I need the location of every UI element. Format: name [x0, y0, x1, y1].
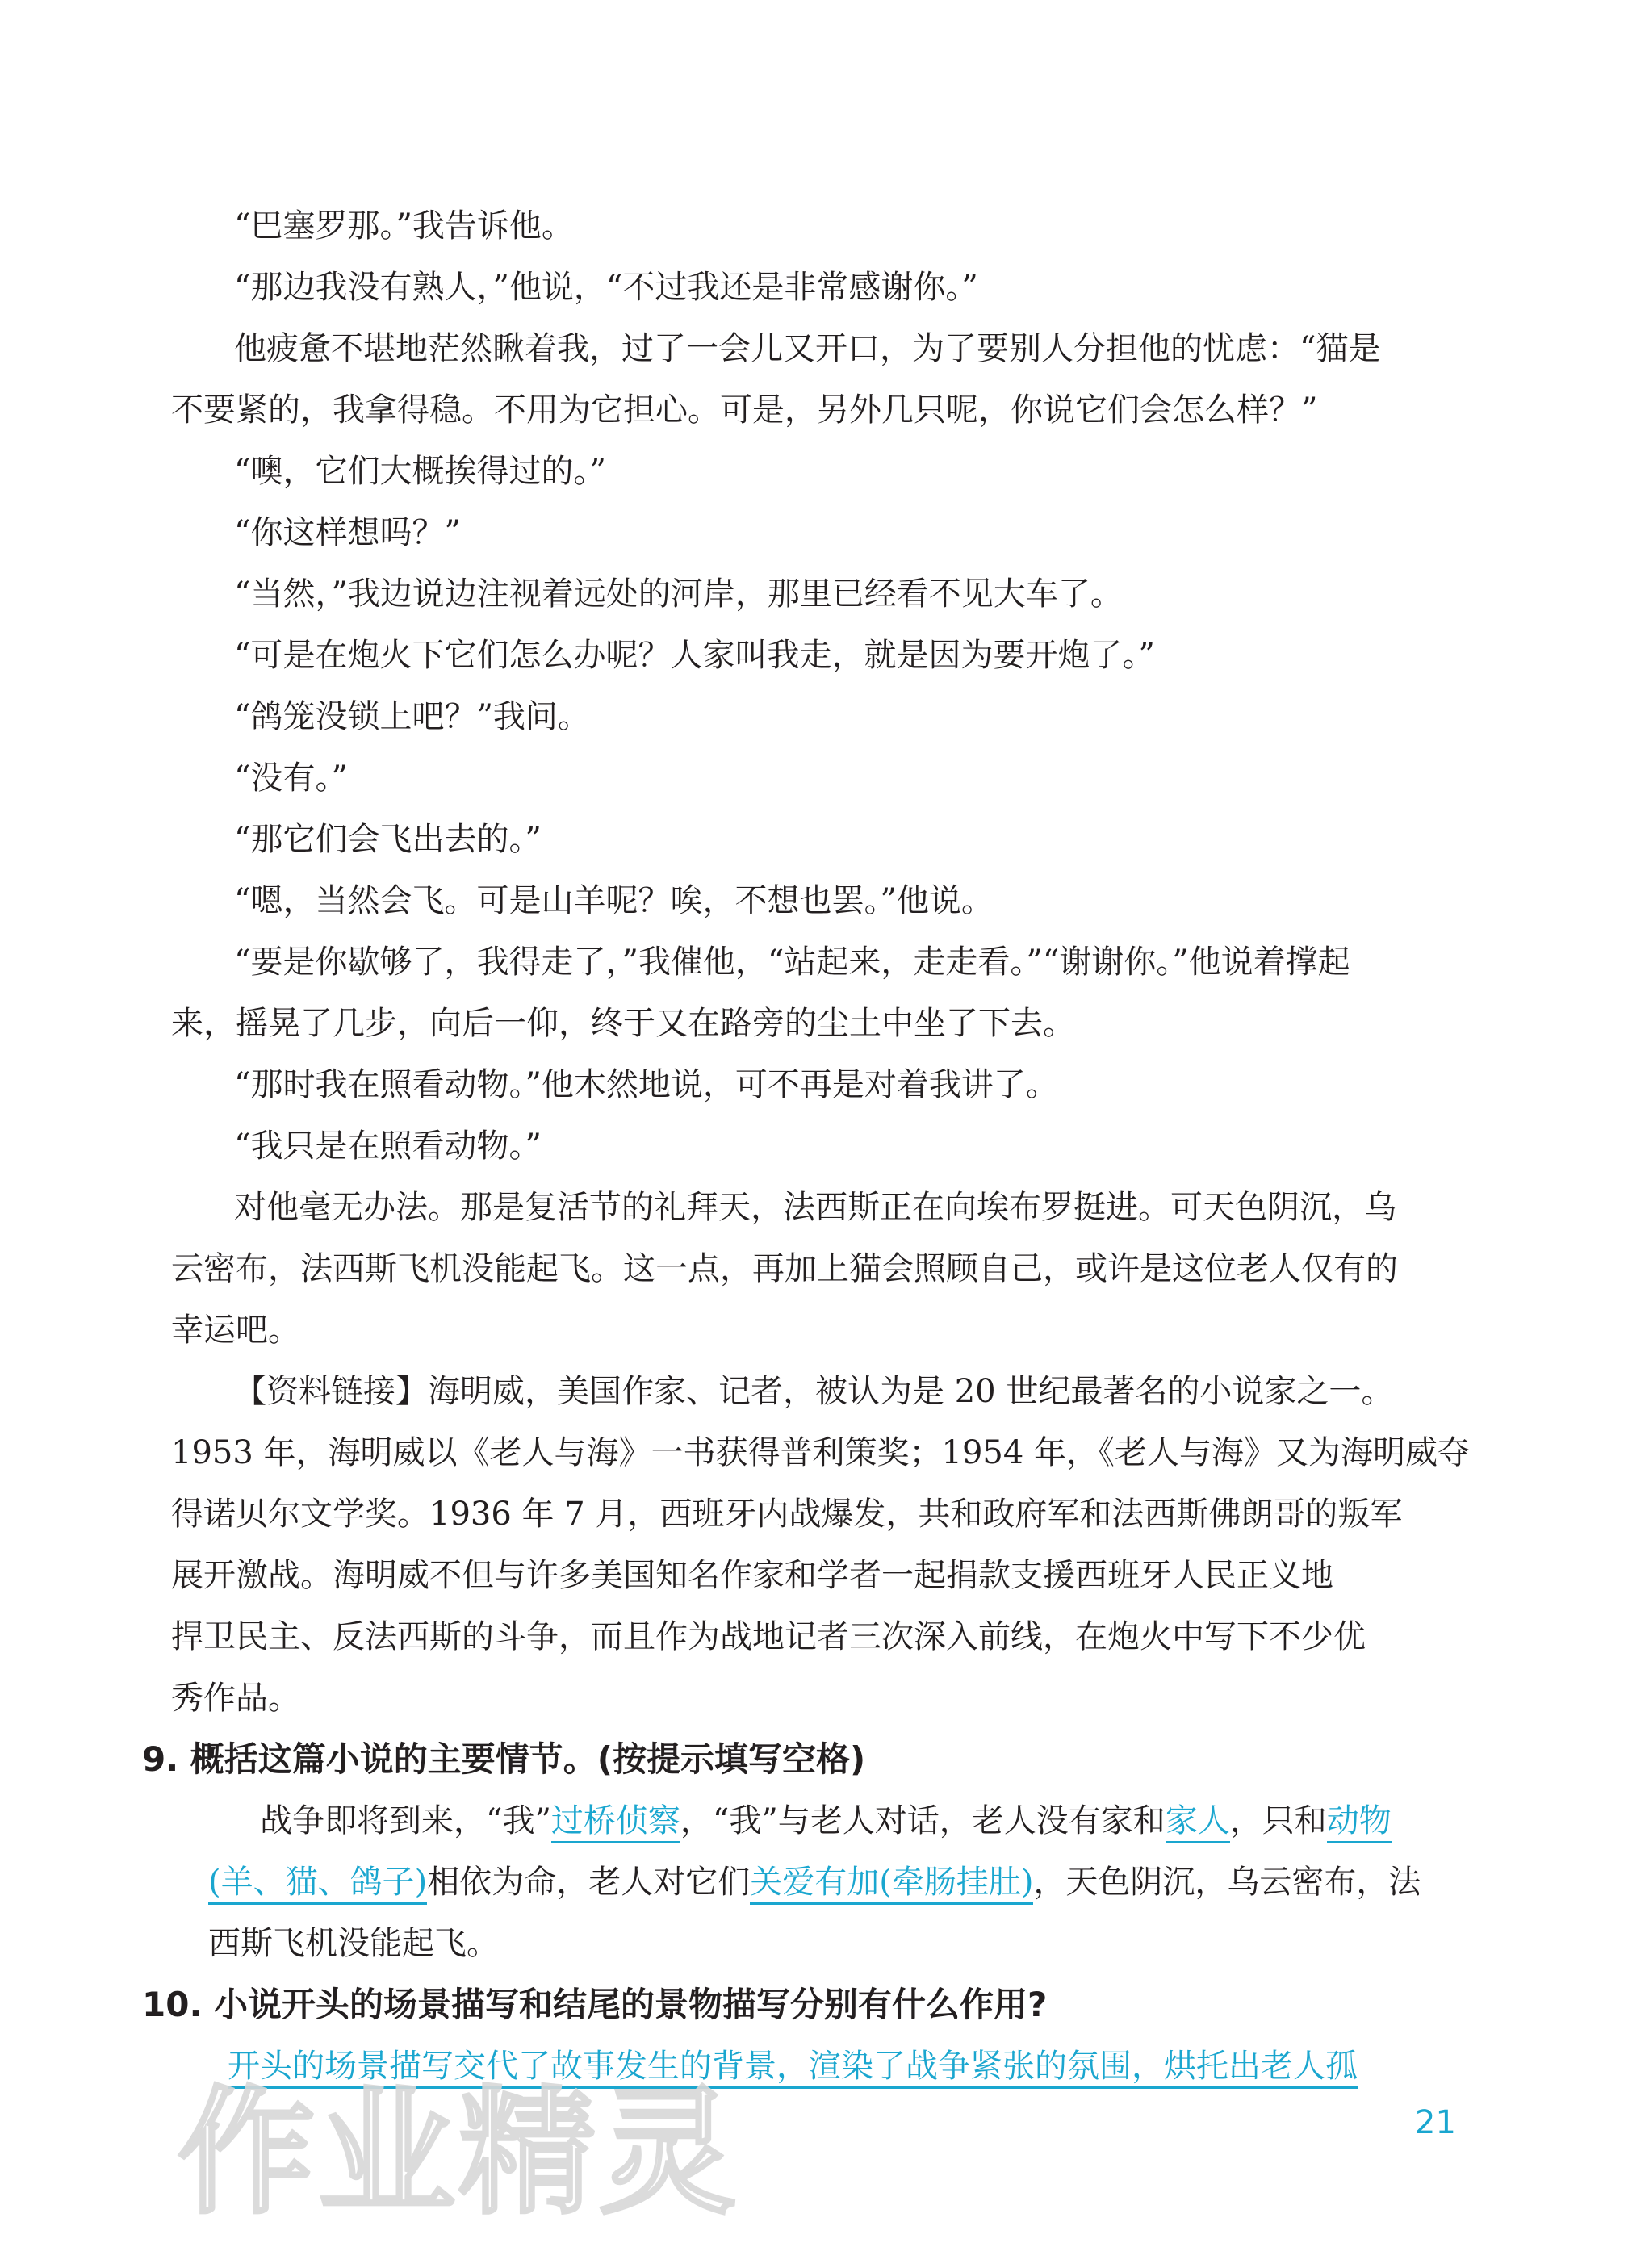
- question-9-answer: [208, 1858, 1421, 1906]
- story-line: “可是在炮火下它们怎么办呢？人家叫我走，就是因为要开炮了。”: [234, 637, 1155, 674]
- q9-answer-blank-1: 过桥侦察: [551, 1802, 680, 1843]
- page-number: 21: [1415, 2104, 1456, 2141]
- watermark-logo: 作业精灵: [178, 2073, 740, 2233]
- story-line: “没有。”: [234, 759, 348, 797]
- story-line: 对他毫无办法。那是复活节的礼拜天，法西斯正在向埃布罗挺进。可天色阴沉，乌: [234, 1189, 1396, 1226]
- question-9-answer: [260, 1797, 1392, 1845]
- q10-answer-text: 开头的场景描写交代了故事发生的背景，渲染了战争紧张的氛围，烘托出老人孤: [228, 2048, 1358, 2089]
- story-line: 他疲惫不堪地茫然瞅着我，过了一会儿又开口，为了要别人分担他的忧虑：“猫是: [234, 330, 1381, 367]
- question-9-answer: 西斯飞机没能起飞。: [208, 1925, 499, 1962]
- q9-text: ，天色阴沉，乌云密布，法: [1033, 1864, 1421, 1901]
- story-line: “那它们会飞出去的。”: [234, 821, 542, 858]
- story-line: “那边我没有熟人，”他说，“不过我还是非常感谢你。”: [234, 269, 978, 306]
- story-line: “那时我在照看动物。”他木然地说，可不再是对着我讲了。: [234, 1066, 1058, 1103]
- q9-text: 战争即将到来，“我”: [260, 1802, 551, 1839]
- q9-answer-blank-3: 动物: [1327, 1802, 1392, 1843]
- reference-link-line: 【资料链接】海明威，美国作家、记者，被认为是 20 世纪最著名的小说家之一。: [234, 1373, 1394, 1410]
- q9-answer-blank-3-cont: (羊、猫、鸽子): [208, 1864, 427, 1905]
- story-line: “鸽笼没锁上吧？”我问。: [234, 698, 590, 735]
- story-line: “当然，”我边说边注视着远处的河岸，那里已经看不见大车了。: [234, 575, 1123, 613]
- story-line: “我只是在照看动物。”: [234, 1128, 542, 1165]
- story-line: “你这样想吗？”: [234, 514, 461, 551]
- q9-text: ，只和: [1229, 1802, 1327, 1839]
- question-10-title: 10. 小说开头的场景描写和结尾的景物描写分别有什么作用?: [142, 1985, 1048, 2024]
- story-line: “巴塞罗那。”我告诉他。: [234, 207, 574, 245]
- q9-answer-blank-4: 关爱有加(牵肠挂肚): [750, 1864, 1033, 1905]
- story-line: “嗯，当然会飞。可是山羊呢？唉，不想也罢。”他说。: [234, 882, 994, 919]
- q9-text: 相依为命，老人对它们: [427, 1864, 751, 1901]
- question-9-title: 9. 概括这篇小说的主要情节。(按提示填写空格): [142, 1739, 866, 1779]
- story-line: “要是你歇够了，我得走了，”我催他，“站起来，走走看。”“谢谢你。”他说着撑起: [234, 944, 1350, 981]
- story-line: “噢，它们大概挨得过的。”: [234, 453, 606, 490]
- q9-answer-blank-2: 家人: [1166, 1802, 1230, 1843]
- q9-text: ，“我”与老人对话，老人没有家和: [680, 1802, 1166, 1839]
